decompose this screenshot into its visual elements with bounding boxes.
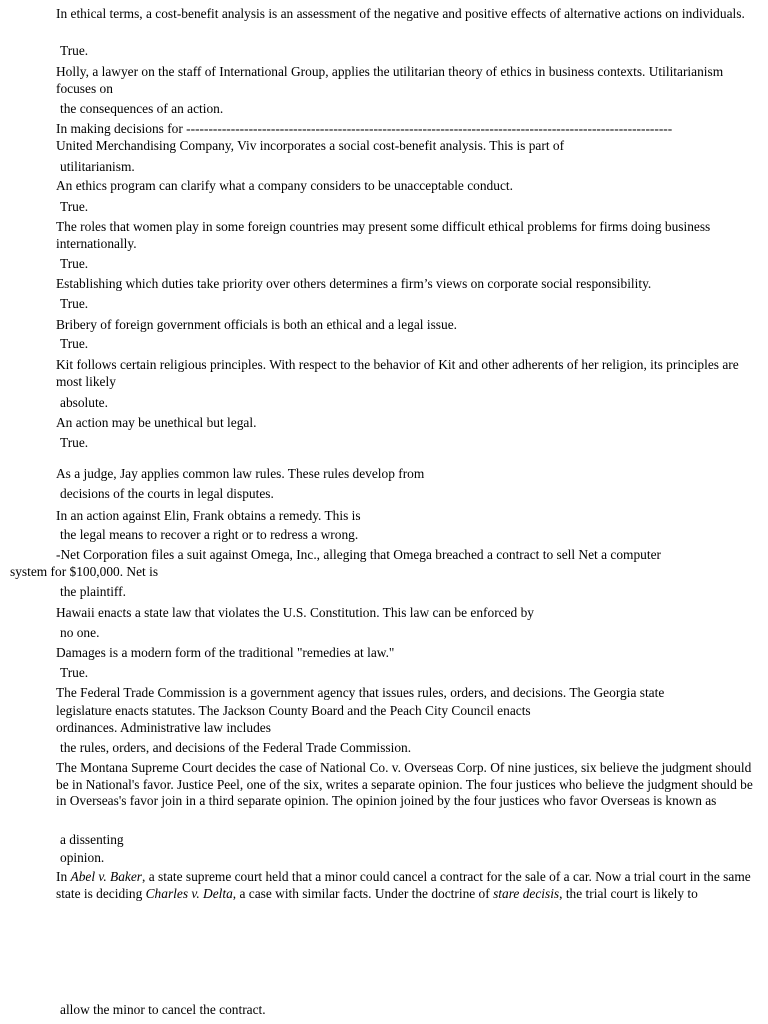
answer-17: allow the minor to cancel the contract. [60,1002,266,1017]
question-12-line-2: system for $100,000. Net is [10,564,159,579]
answer-9: True. [60,435,89,450]
answer-2: the consequences of an action. [60,101,224,116]
answer-12: the plaintiff. [60,584,126,599]
question-15-line-2: legislature enacts statutes. The Jackson County Board and the Peach City Council enacts [56,703,531,718]
answer-1: True. [60,43,89,58]
answer-3: utilitarianism. [60,159,135,174]
question-15-line-3: ordinances. Administrative law includes [56,720,271,735]
question-14: Damages is a modern form of the traditional "remedies at law." [56,645,395,660]
answer-16-line-2: opinion. [60,850,105,865]
question-17-text-4: , the trial court is likely to [559,885,698,901]
answer-16-line-1: a dissenting [60,832,124,847]
question-8: Kit follows certain religious principles. With respect to the behavior of Kit and other adherents of her religion, its principles are most likely [56,357,739,389]
question-15-line-1: The Federal Trade Commission is a government agency that issues rules, orders, and decisions. The Georgia state [56,685,665,700]
question-12-line-1: -Net Corporation files a suit against Omega, Inc., alleging that Omega breached a contract to sell Net a computer [56,547,661,562]
question-17 [56,869,756,902]
answer-10: decisions of the courts in legal disputes. [60,486,274,501]
question-3-line-1: In making decisions for ------------------------------------------------------------------------------------------------------------- [56,121,673,136]
question-10: As a judge, Jay applies common law rules. These rules develop from [56,466,425,481]
case-name-abel-v-baker: Abel v. Baker [70,869,143,884]
question-17-text-3: , a case with similar facts. Under the doctrine of [232,885,494,901]
question-17-text-1: In [56,869,71,884]
question-3-line-2: United Merchandising Company, Viv incorporates a social cost-benefit analysis. This is part of [56,138,565,153]
question-16: The Montana Supreme Court decides the case of National Co. v. Overseas Corp. Of nine justices, six believe the judgment should be in National's favor. Justice Peel, one of the six, writes a separate opinion. The four justices who believe the judgment should be in Overseas's favor join in a third separate opinion. The opinion joined by the four justices who favor Overseas is known as [56,760,753,808]
question-13: Hawaii enacts a state law that violates the U.S. Constitution. This law can be enforced by [56,605,534,620]
question-6: Establishing which duties take priority over others determines a firm’s views on corporate social responsibility. [56,276,652,291]
answer-7: True. [60,336,89,351]
question-5: The roles that women play in some foreign countries may present some difficult ethical problems for firms doing business internationally. [56,219,711,251]
answer-8: absolute. [60,395,108,410]
answer-5: True. [60,256,89,271]
question-4: An ethics program can clarify what a company considers to be unacceptable conduct. [56,178,513,193]
question-17-text-2: , a state supreme court held that a minor could cancel a contract for the sale of a car. Now a trial court in the same state is deciding [56,869,751,901]
stare-decisis-term: stare decisis [493,885,560,901]
answer-13: no one. [60,625,100,640]
answer-11: the legal means to recover a right or to redress a wrong. [60,527,359,542]
question-2: Holly, a lawyer on the staff of International Group, applies the utilitarian theory of ethics in business contexts. Utilitarianism focuses on [56,64,724,96]
answer-15: the rules, orders, and decisions of the Federal Trade Commission. [60,740,412,755]
question-7: Bribery of foreign government officials is both an ethical and a legal issue. [56,317,457,332]
question-9: An action may be unethical but legal. [56,415,257,430]
question-11: In an action against Elin, Frank obtains a remedy. This is [56,508,361,523]
case-name-charles-v-delta: Charles v. Delta [145,885,233,901]
answer-6: True. [60,296,89,311]
answer-14: True. [60,665,89,680]
answer-4: True. [60,199,89,214]
question-1: In ethical terms, a cost-benefit analysis is an assessment of the negative and positive effects of alternative actions on individuals. [56,6,745,21]
